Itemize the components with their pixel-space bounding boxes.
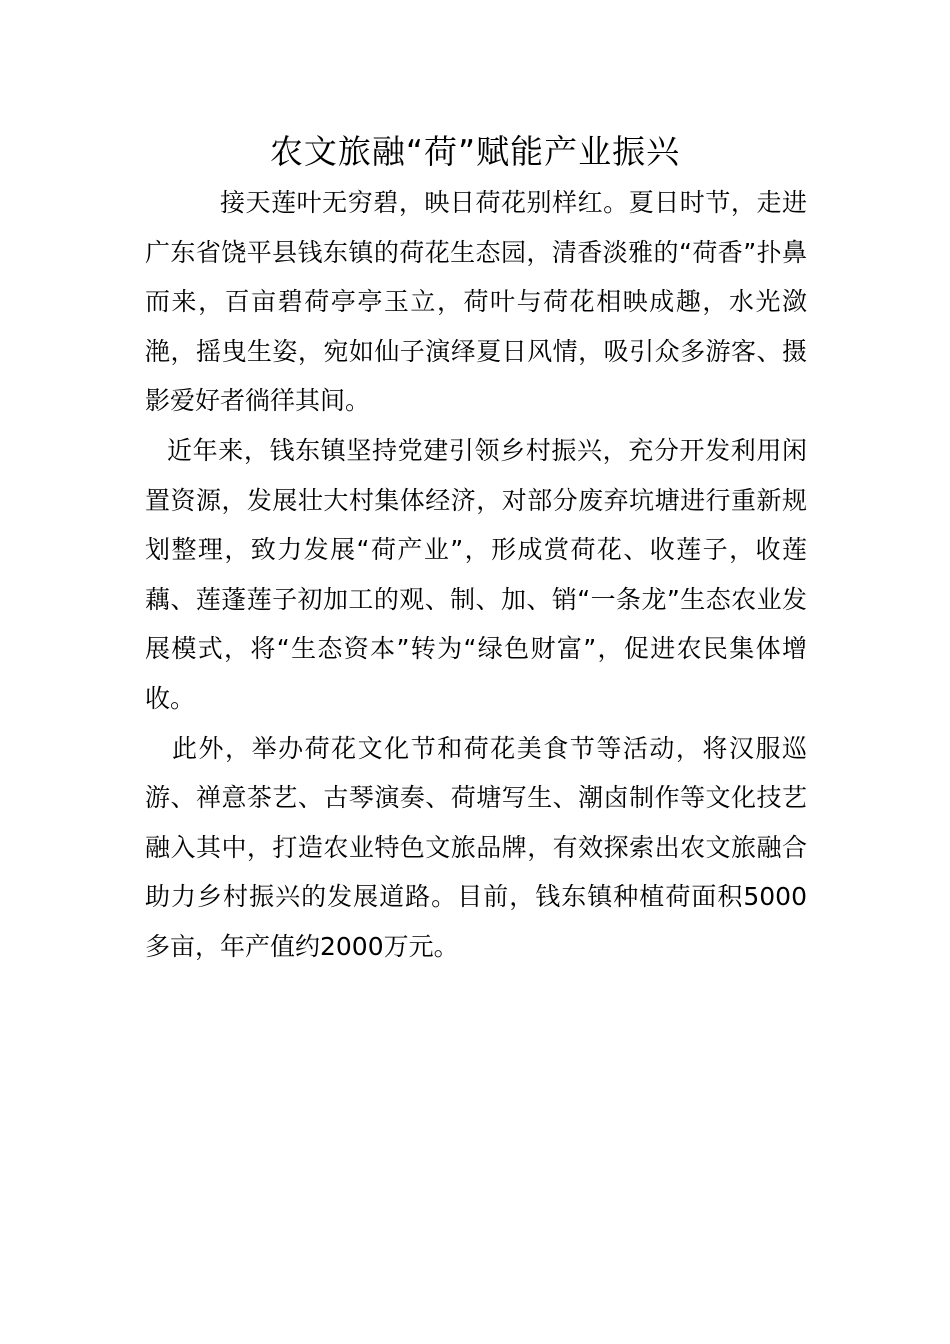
document-title: 农文旅融“荷”赋能产业振兴 xyxy=(269,132,681,171)
paragraph-1: 接天莲叶无穷碧，映日荷花别样红。夏日时节，走进广东省饶平县钱东镇的荷花生态园，清香淡雅的“荷香”扑鼻而来，百亩碧荷亭亭玉立，荷叶与荷花相映成趣，水光潋滟，摇曳生姿，宛如仙子演绎夏日风情，吸引众多游客、摄影爱好者徜徉其间。 xyxy=(145,188,807,416)
paragraph-3: 此外，举办荷花文化节和荷花美食节等活动，将汉服巡游、禅意茶艺、古琴演奏、荷塘写生、潮卤制作等文化技艺融入其中，打造农业特色文旅品牌，有效探索出农文旅融合助力乡村振兴的发展道路。目前，钱东镇种植荷面积5000多亩，年产值约2000万元。 xyxy=(145,733,807,961)
paragraph-2: 近年来，钱东镇坚持党建引领乡村振兴，充分开发利用闲置资源，发展壮大村集体经济，对部分废弃坑塘进行重新规划整理，致力发展“荷产业”，形成赏荷花、收莲子，收莲藕、莲蓬莲子初加工的观、制、加、销“一条龙”生态农业发展模式，将“生态资本”转为“绿色财富”，促进农民集体增收。 xyxy=(145,435,807,713)
document-body xyxy=(145,178,807,972)
